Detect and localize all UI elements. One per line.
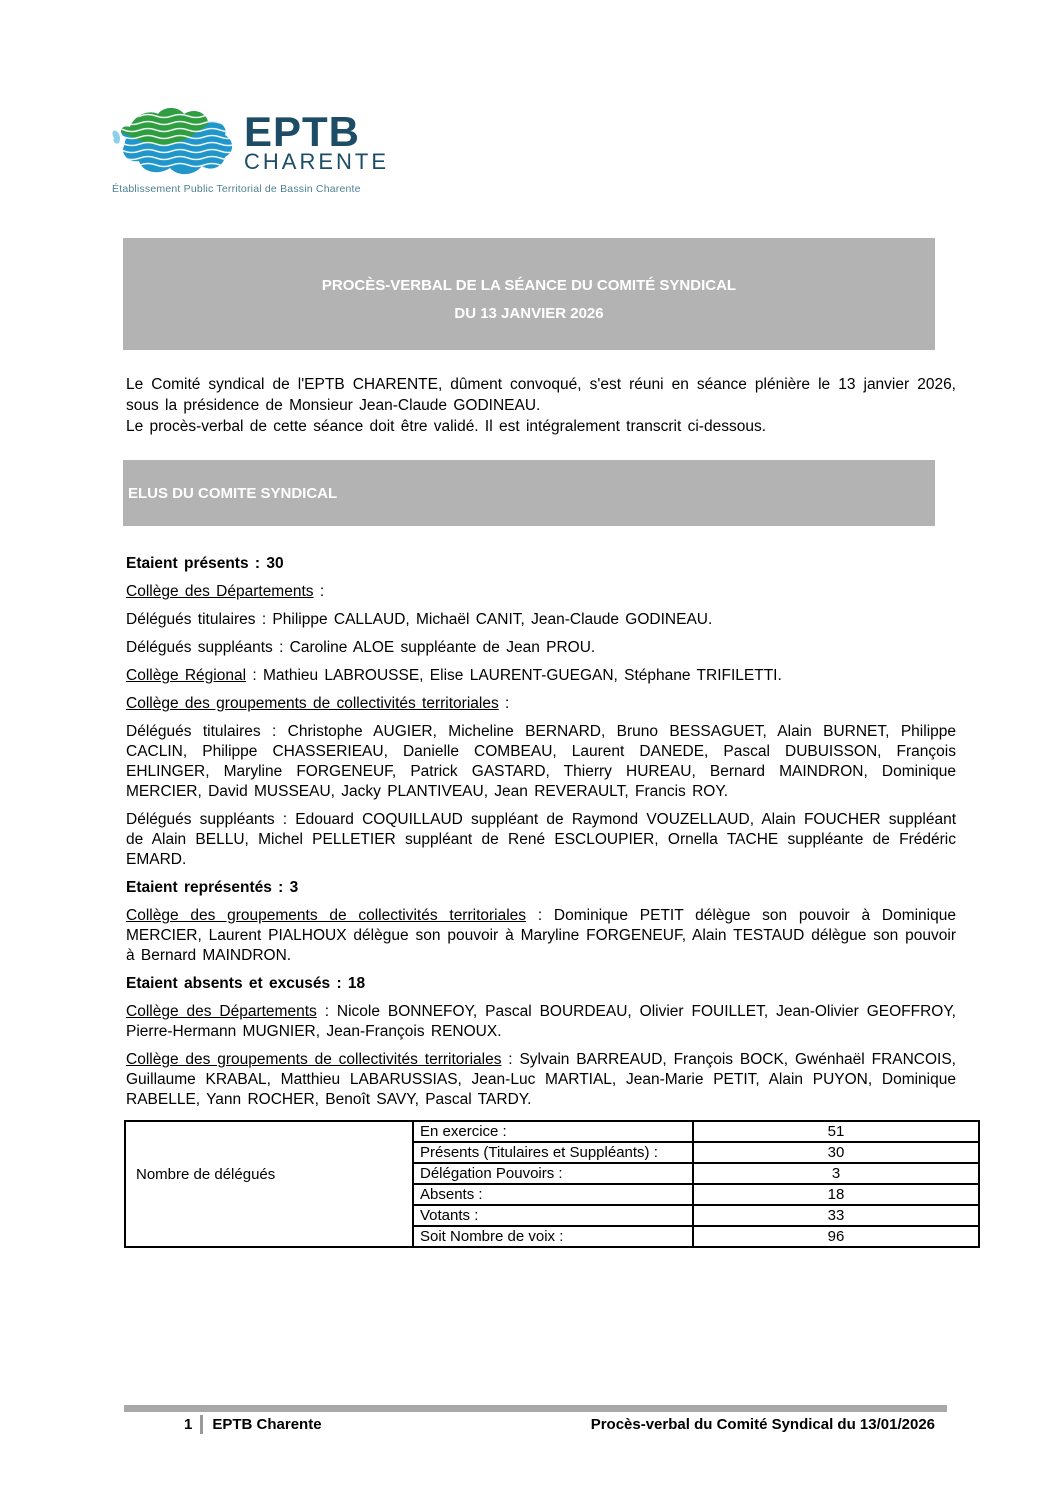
- title-line-2: DU 13 JANVIER 2026: [454, 305, 604, 322]
- paragraph-college-departements: [126, 582, 956, 602]
- college-departements-label: Collège des Départements: [126, 583, 314, 600]
- absents-groupements-rest: : Sylvain BARREAUD, François BOCK, Gwénhaël FRANCOIS, Guillaume KRABAL, Matthieu LABARUSSIAS, Jean-Luc MARTIAL, Jean-Marie PETIT, Alain PUYON, Dominique RABELLE, Yann ROCHER, Benoît SAVY, Pascal TARDY.: [126, 1051, 956, 1108]
- heading-etaient-absents: Etaient absents et excusés : 18: [126, 975, 366, 992]
- eptb-logo: [112, 104, 412, 195]
- table-cell-value: 33: [693, 1205, 979, 1226]
- delegates-table: [124, 1120, 980, 1248]
- table-row: [125, 1121, 979, 1142]
- footer-right-text: Procès-verbal du Comité Syndical du 13/01/2026: [590, 1415, 935, 1433]
- paragraph-college-groupements: [126, 694, 956, 714]
- footer-page-number: 1: [184, 1415, 193, 1433]
- watershed-map-icon: [112, 104, 240, 182]
- table-cell-value: 30: [693, 1142, 979, 1163]
- college-departements-rest: :: [313, 583, 325, 600]
- paragraph-delegues-titulaires-groupements: Délégués titulaires : Christophe AUGIER, Micheline BERNARD, Bruno BESSAGUET, Alain BURNET, Philippe CACLIN, Philippe CHASSERIEAU, Danielle COMBEAU, Laurent DANEDE, Pascal DUBUISSON, François EHLINGER, Maryline FORGENEUF, Patrick GASTARD, Thierry HUREAU, Bernard MAINDRON, Dominique MERCIER, David MUSSEAU, Jacky PLANTIVEAU, Jean REVERAULT, Francis ROY.: [126, 723, 956, 800]
- table-cell-label: Votants :: [413, 1205, 693, 1226]
- absents-departements-label: Collège des Départements: [126, 1003, 317, 1020]
- section-banner-elus: [123, 460, 935, 526]
- title-line-1: PROCÈS-VERBAL DE LA SÉANCE DU COMITÉ SYNDICAL: [321, 277, 737, 294]
- attendance-body: [126, 551, 956, 1118]
- footer-divider-bar: [124, 1405, 947, 1412]
- absents-groupements-label: Collège des groupements de collectivités territoriales: [126, 1051, 502, 1068]
- paragraph-delegues-suppleants-dept: Délégués suppléants : Caroline ALOE suppléante de Jean PROU.: [126, 639, 596, 656]
- paragraph-absents-departements: [126, 1002, 956, 1042]
- footer-separator: [200, 1415, 203, 1434]
- pouvoirs-college-rest: : Dominique PETIT délègue son pouvoir à Dominique MERCIER, Laurent PIALHOUX délègue son pouvoir à Maryline FORGENEUF, Alain TESTAUD délègue son pouvoir à Bernard MAINDRON.: [126, 907, 956, 964]
- paragraph-delegues-titulaires-dept: Délégués titulaires : Philippe CALLAUD, Michaël CANIT, Jean-Claude GODINEAU.: [126, 611, 713, 628]
- logo-name: CHARENTE: [244, 149, 390, 174]
- table-cell-label: Présents (Titulaires et Suppléants) :: [413, 1142, 693, 1163]
- college-groupements-rest: :: [498, 695, 510, 712]
- logo-acronym: EPTB: [244, 108, 361, 155]
- college-regional-rest: : Mathieu LABROUSSE, Elise LAURENT-GUEGAN, Stéphane TRIFILETTI.: [246, 667, 782, 684]
- paragraph-absents-groupements: [126, 1050, 956, 1110]
- table-cell-value: 96: [693, 1226, 979, 1247]
- section-banner-label: ELUS DU COMITE SYNDICAL: [128, 484, 338, 502]
- logo-tagline: Établissement Public Territorial de Bassin Charente: [112, 183, 361, 195]
- table-cell-value: 18: [693, 1184, 979, 1205]
- college-groupements-label: Collège des groupements de collectivités territoriales: [126, 695, 499, 712]
- table-row-header: Nombre de délégués: [125, 1121, 413, 1247]
- table-cell-label: Délégation Pouvoirs :: [413, 1163, 693, 1184]
- table-cell-label: Absents :: [413, 1184, 693, 1205]
- paragraph-delegues-suppleants-groupements: Délégués suppléants : Edouard COQUILLAUD suppléant de Raymond VOUZELLAUD, Alain FOUCHER suppléant de Alain BELLU, Michel PELLETIER suppléant de René ESCLOUPIER, Ornella TACHE suppléante de Frédéric EMARD.: [126, 811, 956, 868]
- paragraph-pouvoirs: [126, 906, 956, 966]
- table-cell-value: 51: [693, 1121, 979, 1142]
- paragraph-college-regional: [126, 666, 956, 686]
- pouvoirs-college-label: Collège des groupements de collectivités territoriales: [126, 907, 527, 924]
- table-cell-label: Soit Nombre de voix :: [413, 1226, 693, 1247]
- table-cell-value: 3: [693, 1163, 979, 1184]
- intro-line-2: Le procès-verbal de cette séance doit être validé. Il est intégralement transcrit ci-dessous.: [126, 418, 767, 435]
- footer: [124, 1414, 935, 1434]
- heading-etaient-representes: Etaient représentés : 3: [126, 879, 299, 896]
- table-cell-label: En exercice :: [413, 1121, 693, 1142]
- absents-departements-rest: : Nicole BONNEFOY, Pascal BOURDEAU, Olivier FOUILLET, Jean-Olivier GEOFFROY, Pierre-Hermann MUGNIER, Jean-François RENOUX.: [126, 1003, 956, 1040]
- intro-paragraph: [126, 374, 956, 437]
- footer-left-text: EPTB Charente: [212, 1415, 322, 1433]
- intro-line-1: Le Comité syndical de l'EPTB CHARENTE, dûment convoqué, s'est réuni en séance plénière le 13 janvier 2026, sous la présidence de Monsieur Jean-Claude GODINEAU.: [126, 376, 956, 414]
- title-banner: [123, 238, 935, 350]
- college-regional-label: Collège Régional: [126, 667, 247, 684]
- heading-etaient-presents: Etaient présents : 30: [126, 555, 284, 572]
